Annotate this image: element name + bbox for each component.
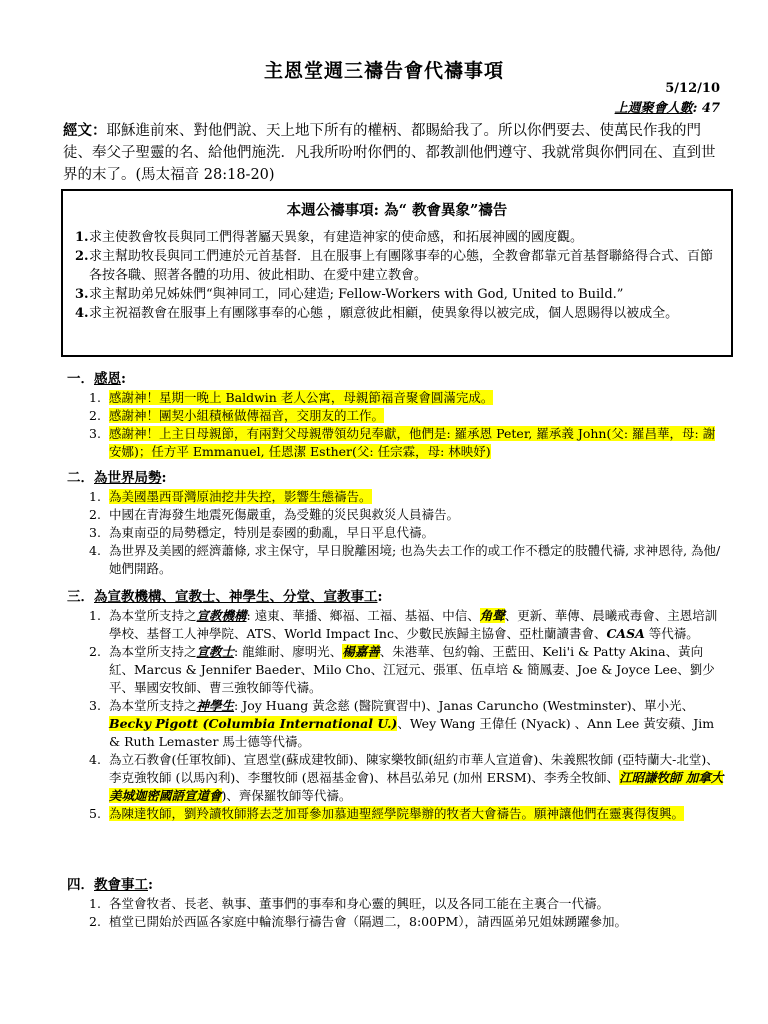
item-text: 為陳達牧師，劉羚讀牧師將去芝加哥參加慕迪聖經學院舉辦的牧者大會禱告。願神讓他們在靈裏得復興。: [109, 806, 685, 821]
item-text: 、更新、華傳、晨曦戒毒會、主恩培訓學校、基督工人神學院、ATS、World Impact Inc、少數民族歸主協會、亞杜蘭讀書會、: [109, 608, 718, 641]
list-item: [67, 697, 727, 751]
section-title: [67, 370, 727, 389]
item-text: 、Wey Wang 王偉任 (Nyack) 、Ann Lee 黃安蘋、Jim & Ruth Lemaster 馬士德等代禱。: [109, 716, 715, 749]
highlight-text: 江昭謙牧師 加拿大美城迦密國語宣道會: [109, 770, 724, 803]
item-text: : 遠東、華播、鄉福、工福、基福、中信、: [246, 608, 480, 623]
item-text: 求主祝福教會在服事上有團隊事奉的心態 ，願意彼此相顧，使異象得以被完成，個人恩賜得以被成全。: [89, 306, 679, 321]
section-colon: :: [161, 470, 167, 486]
highlight-text: 角聲: [479, 608, 505, 623]
item-number: 1.: [89, 390, 101, 405]
highlight-text: 楊嘉善: [342, 644, 380, 659]
list-item: [75, 247, 719, 285]
scripture-verse: [63, 120, 723, 186]
item-number: 2.: [75, 249, 89, 264]
section-missions: [67, 588, 727, 823]
section-title: [67, 469, 727, 488]
item-number: 1.: [89, 896, 101, 911]
item-number: 4.: [75, 306, 89, 321]
list-item: [67, 542, 727, 578]
list-item: [67, 425, 727, 461]
item-number: 4.: [89, 543, 101, 558]
page-title: 主恩堂週三禱告會代禱事項: [263, 60, 504, 82]
section-number: 一．: [67, 371, 94, 387]
list-item: [67, 643, 727, 697]
list-item: [75, 285, 719, 304]
item-number: 2.: [89, 644, 101, 659]
item-number: 4.: [89, 752, 101, 767]
item-text: : Joy Huang 黃念慈 (醫院實習中)、Janas Caruncho (Westminster)、單小光、: [234, 698, 695, 713]
list-item: [67, 805, 727, 823]
list-item: [67, 506, 727, 524]
item-text: 植堂已開始於西區各家庭中輪流舉行禱告會（隔週二，8:00PM），請西區弟兄姐妹踴躍參加。: [109, 914, 628, 929]
list-item: [67, 407, 727, 425]
item-number: 1.: [75, 230, 89, 245]
item-number: 3.: [89, 698, 101, 713]
section-number: 三．: [67, 589, 94, 605]
section-heading: 感恩: [94, 371, 121, 387]
mission-orgs-label: 宣教機構: [196, 608, 247, 623]
list-item: [67, 751, 727, 805]
item-text: 、朱港華、包約翰、王藍田、Keli'i & Patty Akina、黃向紅、Marcus & Jennifer Baeder、Milo Cho、江冠元、張軍、伍卓培 & 簡鳳妻、Joe & Joyce Lee、劉少平、畢國安牧師、曹三強牧師等代禱。: [109, 644, 715, 695]
item-text: 為世界及美國的經濟蕭條, 求主保守，早日脫離困境; 也為失去工作的或工作不穩定的肢體代禱, 求神恩待, 為他/她們開路。: [109, 543, 721, 576]
item-text: 中國在青海發生地震死傷嚴重，為受難的災民與救災人員禱告。: [109, 507, 460, 522]
item-text: 等代禱。: [644, 626, 699, 641]
weekly-prayer-title: 本週公禱事項: 為“ 教會異象”禱告: [286, 202, 508, 219]
missionaries-label: 宣教士: [196, 644, 235, 659]
list-item: [67, 389, 727, 407]
section-colon: :: [121, 371, 126, 387]
item-text: 為本堂所支持之: [109, 608, 197, 623]
list-item: [75, 228, 719, 247]
item-number: 3.: [89, 426, 101, 441]
item-text: 為東南亞的局勢穩定，特別是泰國的動亂，早日平息代禱。: [109, 525, 435, 540]
item-text: 各堂會牧者、長老、執事、董事們的事奉和身心靈的興旺，以及各同工能在主裏合一代禱。: [109, 896, 610, 911]
section-church-ministry: [67, 876, 727, 931]
section-title: [67, 588, 727, 607]
bulletin-date: 5/12/10: [665, 81, 720, 96]
item-number: 3.: [89, 525, 101, 540]
section-colon: :: [148, 877, 153, 893]
item-number: 3.: [75, 287, 89, 302]
item-text: 求主幫助弟兄姊妹們“與神同工，同心建造; Fellow-Workers with God, United to Build.”: [89, 287, 624, 302]
item-text: 求主幫助牧長與同工們連於元首基督．且在服事上有團隊事奉的心態，全教會都靠元首基督聯絡得合式、百節各按各職、照著各體的功用、彼此相助、在愛中建立教會。: [89, 249, 714, 283]
list-item: [67, 607, 727, 643]
item-number: 1.: [89, 489, 101, 504]
item-text: 為本堂所支持之: [109, 644, 197, 659]
list-item: [67, 895, 727, 913]
item-number: 2.: [89, 507, 101, 522]
item-text: 感謝神！星期一晚上 Baldwin 老人公寓，母親節福音聚會圓滿完成。: [109, 390, 494, 405]
list-item: [67, 913, 727, 931]
section-number: 二．: [67, 470, 94, 486]
item-text: 為美國墨西哥灣原油挖井失控，影響生態禱告。: [109, 489, 372, 504]
section-heading: 為世界局勢: [94, 470, 162, 486]
verse-label: 經文：: [63, 122, 107, 139]
casa-text: CASA: [606, 626, 645, 641]
highlight-text: Becky Pigott (Columbia International U.): [109, 716, 398, 731]
item-number: 1.: [89, 608, 101, 623]
section-title: [67, 876, 727, 895]
item-number: 2.: [89, 914, 101, 929]
section-world-affairs: [67, 469, 727, 578]
list-item: [75, 304, 719, 323]
seminarians-label: 神學生: [196, 698, 235, 713]
item-number: 2.: [89, 408, 101, 423]
item-text: : 龍維耐、廖明光、: [234, 644, 343, 659]
section-colon: :: [377, 589, 383, 605]
item-text: 求主使教會牧長與同工們得著屬天異象，有建造神家的使命感，和拓展神國的國度觀。: [89, 230, 584, 245]
attendance-value: : 47: [692, 101, 720, 116]
item-number: 5.: [89, 806, 101, 821]
list-item: [67, 488, 727, 506]
item-text: 感謝神！團契小組積極做傳福音，交朋友的工作。: [109, 408, 385, 423]
attendance-count: [615, 97, 720, 116]
attendance-label: 上週聚會人數: [614, 101, 693, 116]
verse-text: 耶穌進前來、對他們說、天上地下所有的權柄、都賜給我了。所以你們要去、使萬民作我的門徒、奉父子聖靈的名、給他們施洗．凡我所吩咐你們的、都教訓他們遵守、我就常與你們同在、直到世界的末了。(馬太福音 28:18-20): [63, 123, 716, 183]
section-number: 四．: [67, 877, 94, 893]
item-text: )、齊保羅牧師等代禱。: [221, 788, 352, 803]
section-heading: 為宣教機構、宣教士、神學生、分堂、宣教事工: [94, 589, 378, 605]
item-text: 感謝神！上主日母親節，有兩對父母親帶領幼兒奉獻，他們是: 羅承恩 Peter, 羅承義 John(父: 羅昌華，母: 謝安娜)；任方平 Emmanuel, 任恩潔 Esther(父: 任宗霖，母: 林映妤): [109, 426, 716, 459]
item-text: 為立石教會(任軍牧師)、宣恩堂(蘇成建牧師)、陳家樂牧師(紐約市華人宣道會)、朱義熙牧師 (亞特蘭大-北堂)、李克強牧師 (以馬內利)、李璽牧師 (恩福基金會)、林昌弘弟兄 (加州 ERSM)、李秀全牧師、: [109, 752, 719, 785]
weekly-prayer-box: [61, 189, 733, 357]
list-item: [67, 524, 727, 542]
section-heading: 教會事工: [94, 877, 148, 893]
item-text: 為本堂所支持之: [109, 698, 197, 713]
section-thanksgiving: [67, 370, 727, 461]
